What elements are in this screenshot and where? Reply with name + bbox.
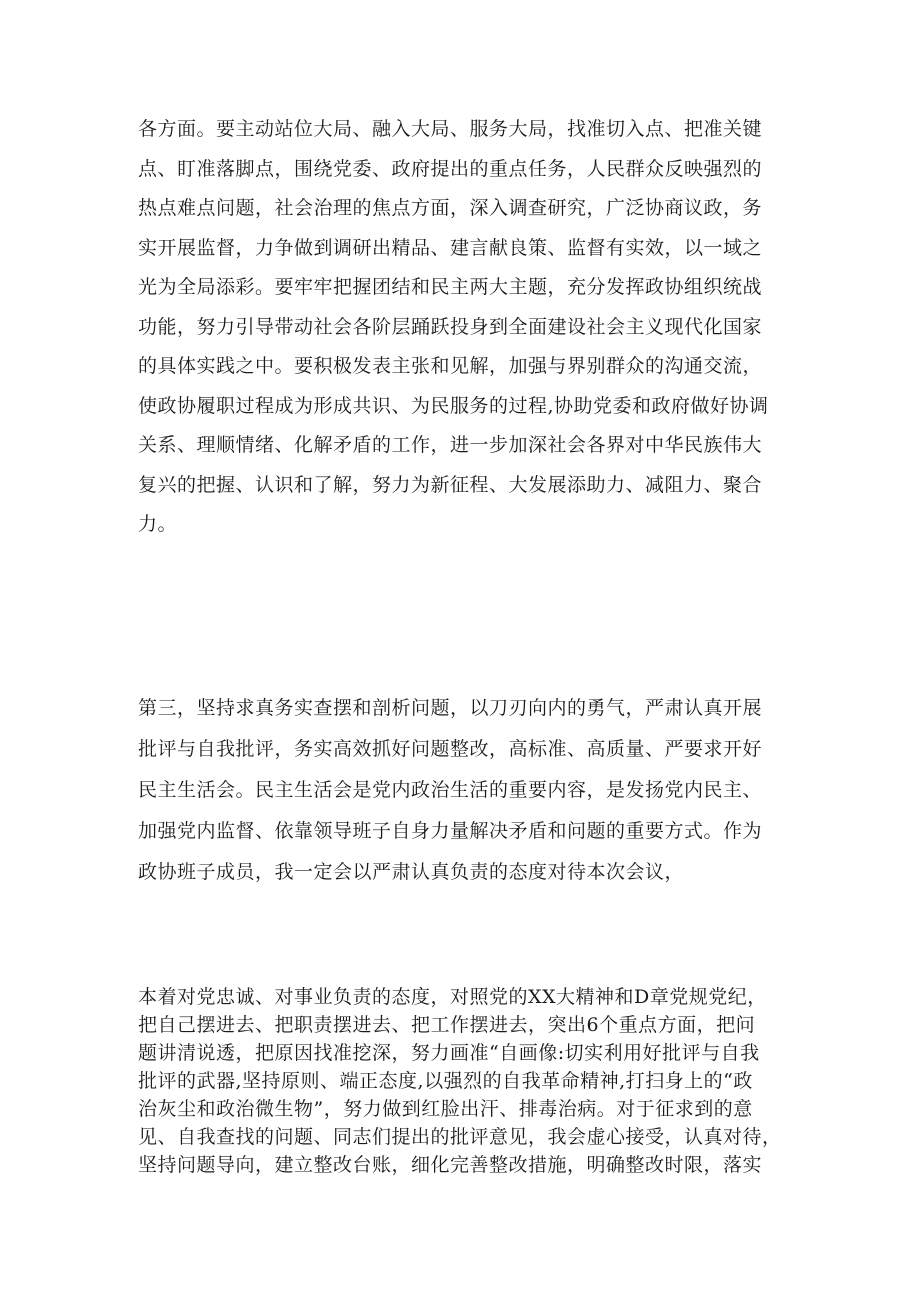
text-line: 治灰尘和政治微生物”，努力做到红脸出汗、排毒治病。对于征求到的意 bbox=[138, 1098, 753, 1120]
text-line: 热点难点问题，社会治理的焦点方面，深入调查研究，广泛协商议政，务 bbox=[138, 197, 763, 219]
text-line: 政协班子成员，我一定会以严肃认真负责的态度对待本次会议， bbox=[138, 861, 685, 883]
text-line: 实开展监督，力争做到调研出精品、建言献良策、监督有实效，以一域之 bbox=[138, 236, 763, 259]
text-line: 力。 bbox=[138, 513, 178, 535]
paragraph-1 bbox=[138, 110, 786, 545]
text-line: 本着对党忠诚、对事业负责的态度，对照党的XX大精神和D章党规党纪， bbox=[138, 986, 767, 1008]
text-line: 各方面。要主动站位大局、融入大局、服务大局，找准切入点、把准关键 bbox=[138, 118, 763, 140]
text-line: 批评的武器,坚持原则、端正态度,以强烈的自我革命精神,打扫身上的“政 bbox=[138, 1070, 753, 1092]
text-line: 坚持问题导向，建立整改台账，细化完善整改措施，明确整改时限，落实 bbox=[138, 1154, 763, 1176]
text-line: 使政协履职过程成为形成共识、为民服务的过程,协助党委和政府做好协调 bbox=[138, 394, 769, 417]
text-line: 的具体实践之中。要积极发表主张和见解，加强与界别群众的沟通交流， bbox=[138, 355, 763, 377]
text-line: 批评与自我批评，务实高效抓好问题整改，高标准、高质量、严要求开好 bbox=[138, 738, 763, 760]
text-line: 功能，努力引导带动社会各阶层踊跃投身到全面建设社会主义现代化国家 bbox=[138, 315, 763, 338]
text-line: 把自己摆进去、把职责摆进去、把工作摆进去，突出6个重点方面，把问 bbox=[138, 1014, 756, 1036]
text-line: 题讲清说透，把原因找准挖深，努力画准“自画像:切实利用好批评与自我 bbox=[138, 1042, 760, 1064]
text-line: 加强党内监督、依靠领导班子自身力量解决矛盾和问题的重要方式。作为 bbox=[138, 820, 763, 842]
text-line: 关系、理顺情绪、化解矛盾的工作，进一步加深社会各界对中华民族伟大 bbox=[138, 434, 763, 456]
paragraph-2 bbox=[138, 688, 786, 893]
text-line: 光为全局添彩。要牢牢把握团结和民主两大主题，充分发挥政协组织统战 bbox=[138, 276, 763, 298]
text-line: 第三，坚持求真务实查摆和剖析问题，以刀刃向内的勇气，严肃认真开展 bbox=[138, 697, 763, 719]
text-line: 民主生活会。民主生活会是党内政治生活的重要内容，是发扬党内民主、 bbox=[138, 779, 763, 801]
text-line: 复兴的把握、认识和了解，努力为新征程、大发展添助力、减阻力、聚合 bbox=[138, 473, 763, 496]
paragraph-3 bbox=[138, 983, 786, 1179]
text-line: 点、盯准落脚点，围绕党委、政府提出的重点任务，人民群众反映强烈的 bbox=[138, 157, 763, 180]
text-line: 见、自我查找的问题、同志们提出的批评意见，我会虚心接受，认真对待， bbox=[138, 1126, 782, 1148]
